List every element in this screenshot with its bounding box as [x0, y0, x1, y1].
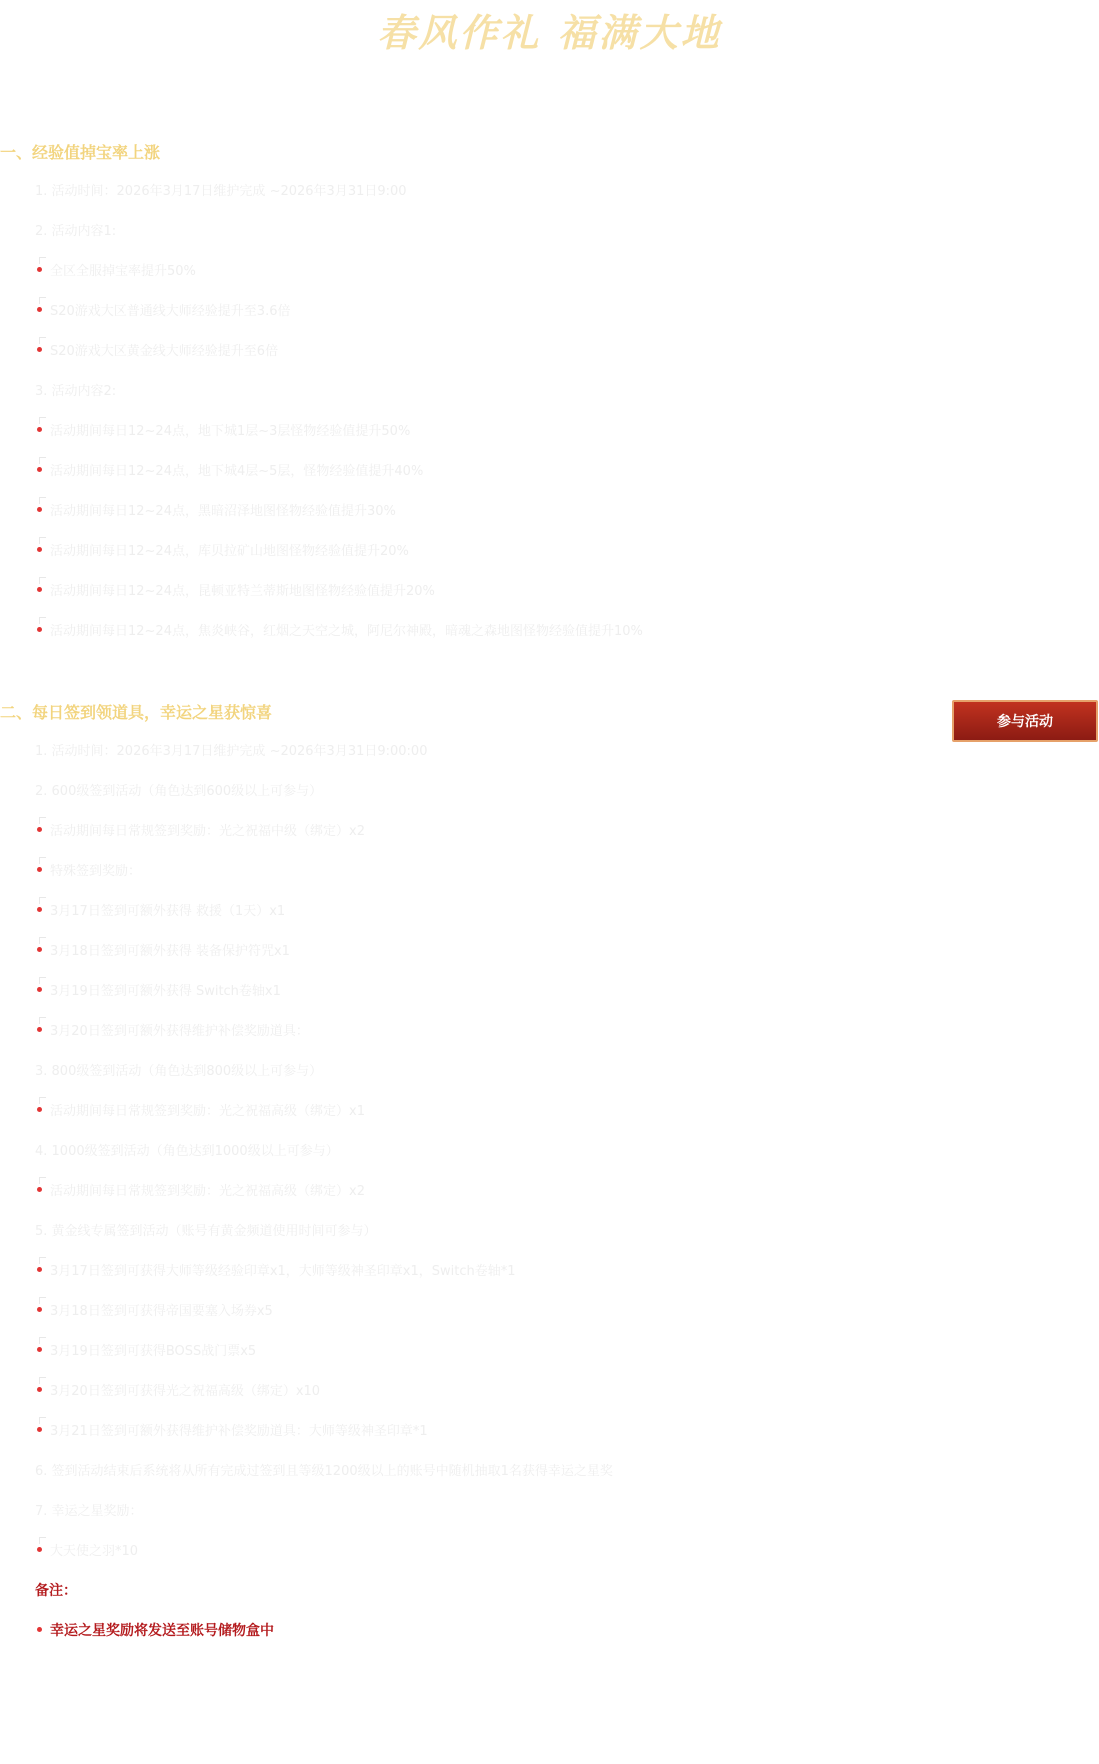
section-heading-exp-drop: 一、经验值掉宝率上涨	[0, 143, 161, 162]
bullet-item	[50, 340, 278, 359]
bullet-item	[50, 300, 290, 319]
bullet-text: 活动期间每日12~24点，昆顿亚特兰蒂斯地图怪物经验值提升20%	[50, 584, 435, 599]
bullet-text: 3月20日签到可获得光之祝福高级（绑定）x10	[50, 1384, 321, 1399]
bullet-item	[50, 1020, 309, 1039]
bullet-text: 特殊签到奖励：	[50, 864, 142, 879]
bullet-item	[50, 260, 196, 279]
bullet-item	[50, 580, 435, 599]
bullet-text: 大天使之羽*10	[50, 1544, 139, 1559]
bullet-text: 活动期间每日常规签到奖励：光之祝福高级（绑定）x1	[50, 1104, 365, 1119]
bullet-item	[50, 420, 410, 439]
note-text: 幸运之星奖励将发送至账号储物盒中	[50, 1623, 274, 1639]
bullet-item	[50, 940, 290, 959]
page-title: 春风作礼 福满大地	[377, 10, 722, 55]
bullet-item	[50, 500, 396, 519]
list-item: 5. 黄金线专属签到活动（账号有黄金频道使用时间可参与）	[35, 1224, 377, 1239]
list-item: 7. 幸运之星奖励：	[35, 1504, 143, 1519]
list-item: 1. 活动时间：2026年3月17日维护完成 ~2026年3月31日9:00:00	[35, 744, 428, 759]
join-activity-button[interactable]: 参与活动	[952, 700, 1098, 742]
list-item: 4. 1000级签到活动（角色达到1000级以上可参与）	[35, 1144, 339, 1159]
bullet-text: 3月18日签到可额外获得 装备保护符咒x1	[50, 944, 290, 959]
bullet-item	[50, 1300, 273, 1319]
list-item: 3. 800级签到活动（角色达到800级以上可参与）	[35, 1064, 323, 1079]
bullet-item	[50, 540, 409, 559]
bullet-item	[50, 620, 643, 639]
bullet-item	[50, 900, 285, 919]
bullet-text: 活动期间每日常规签到奖励：光之祝福高级（绑定）x2	[50, 1184, 365, 1199]
bullet-text: 3月19日签到可获得BOSS战门票x5	[50, 1344, 257, 1359]
list-item: 2. 600级签到活动（角色达到600级以上可参与）	[35, 784, 323, 799]
list-item: 3. 活动内容2:	[35, 384, 117, 399]
notes-label: 备注：	[35, 1583, 77, 1599]
list-item: 1. 活动时间：2026年3月17日维护完成 ~2026年3月31日9:00	[35, 184, 407, 199]
bullet-text: 3月17日签到可额外获得 救援（1天）x1	[50, 904, 286, 919]
list-item: 2. 活动内容1:	[35, 224, 117, 239]
bullet-text: 活动期间每日12~24点，黑暗沼泽地图怪物经验值提升30%	[50, 504, 396, 519]
bullet-item	[50, 1100, 365, 1119]
section-heading-daily-signin: 二、每日签到领道具，幸运之星获惊喜	[0, 703, 273, 722]
bullet-text: S20游戏大区普通线大师经验提升至3.6倍	[50, 304, 291, 319]
bullet-item	[50, 1260, 516, 1279]
bullet-text: 活动期间每日常规签到奖励：光之祝福中级（绑定）x2	[50, 824, 365, 839]
bullet-text: 3月17日签到可获得大师等级经验印章x1，大师等级神圣印章x1，Switch卷轴*1	[50, 1264, 516, 1279]
bullet-item	[50, 980, 281, 999]
bullet-text: S20游戏大区黄金线大师经验提升至6倍	[50, 344, 279, 359]
bullet-item	[50, 1380, 320, 1399]
bullet-item	[50, 1420, 428, 1439]
bullet-text: 3月19日签到可额外获得 Switch卷轴x1	[50, 984, 281, 999]
bullet-item	[50, 1540, 138, 1559]
bullet-item	[50, 820, 365, 839]
bullet-text: 3月20日签到可额外获得维护补偿奖励道具：	[50, 1024, 309, 1039]
bullet-text: 3月18日签到可获得帝国要塞入场券x5	[50, 1304, 273, 1319]
bullet-text: 3月21日签到可额外获得维护补偿奖励道具：大师等级神圣印章*1	[50, 1424, 428, 1439]
bullet-text: 活动期间每日12~24点，库贝拉矿山地图怪物经验值提升20%	[50, 544, 409, 559]
bullet-text: 全区全服掉宝率提升50%	[50, 264, 196, 279]
bullet-item	[50, 1180, 365, 1199]
bullet-item	[50, 460, 423, 479]
note-item	[50, 1620, 274, 1640]
bullet-item	[50, 860, 141, 879]
bullet-text: 活动期间每日12~24点，地下城1层~3层怪物经验值提升50%	[50, 424, 411, 439]
bullet-text: 活动期间每日12~24点，地下城4层~5层，怪物经验值提升40%	[50, 464, 424, 479]
list-item: 6. 签到活动结束后系统将从所有完成过签到且等级1200级以上的账号中随机抽取1名获得幸运之星奖	[35, 1464, 613, 1479]
bullet-text: 活动期间每日12~24点，焦炎峡谷，红烟之天空之城，阿尼尔神殿，暗魂之森地图怪物经验值提升10%	[50, 624, 643, 639]
bullet-item	[50, 1340, 256, 1359]
